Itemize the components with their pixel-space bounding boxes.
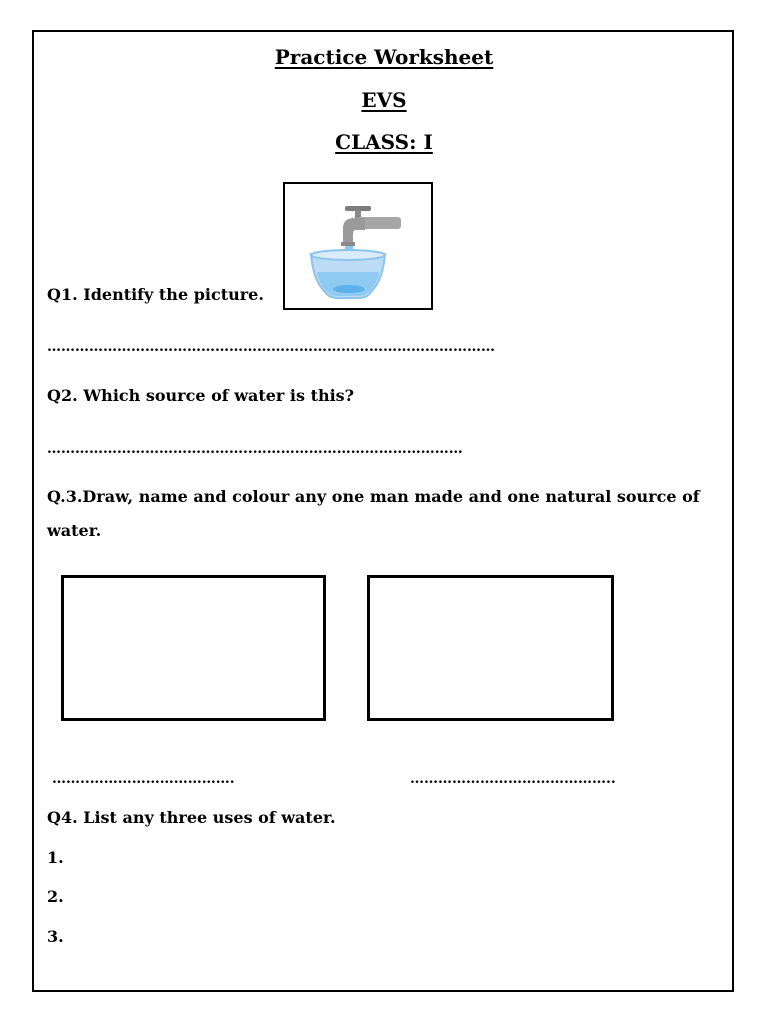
subject-heading: EVS — [361, 88, 407, 112]
man-made-name-line[interactable]: ……..…………………………. — [52, 771, 235, 787]
q4-question: Q4. List any three uses of water. — [47, 808, 336, 827]
man-made-drawing-box[interactable] — [61, 575, 326, 721]
q4-item-2: 2. — [47, 887, 64, 906]
q3-question-line1: Q.3.Draw, name and colour any one man made and one natural source of — [47, 487, 700, 506]
page-border — [32, 30, 734, 992]
q4-item-1: 1. — [47, 848, 64, 867]
worksheet-title: Practice Worksheet — [274, 45, 494, 69]
q1-picture-frame — [283, 182, 433, 310]
tap-water-bowl-icon — [285, 184, 431, 308]
q1-answer-line[interactable]: …………………………………………………………………………………… — [47, 339, 495, 355]
q2-question: Q2. Which source of water is this? — [47, 386, 355, 405]
q4-item-3: 3. — [47, 927, 64, 946]
class-heading: CLASS: I — [335, 130, 433, 154]
q2-answer-line[interactable]: ……………………………………..……………………………………… — [47, 441, 463, 457]
natural-drawing-box[interactable] — [367, 575, 614, 721]
q3-question-line2: water. — [47, 521, 102, 540]
natural-name-line[interactable]: …………………………………….. — [410, 771, 616, 787]
q1-question: Q1. Identify the picture. — [47, 285, 264, 304]
